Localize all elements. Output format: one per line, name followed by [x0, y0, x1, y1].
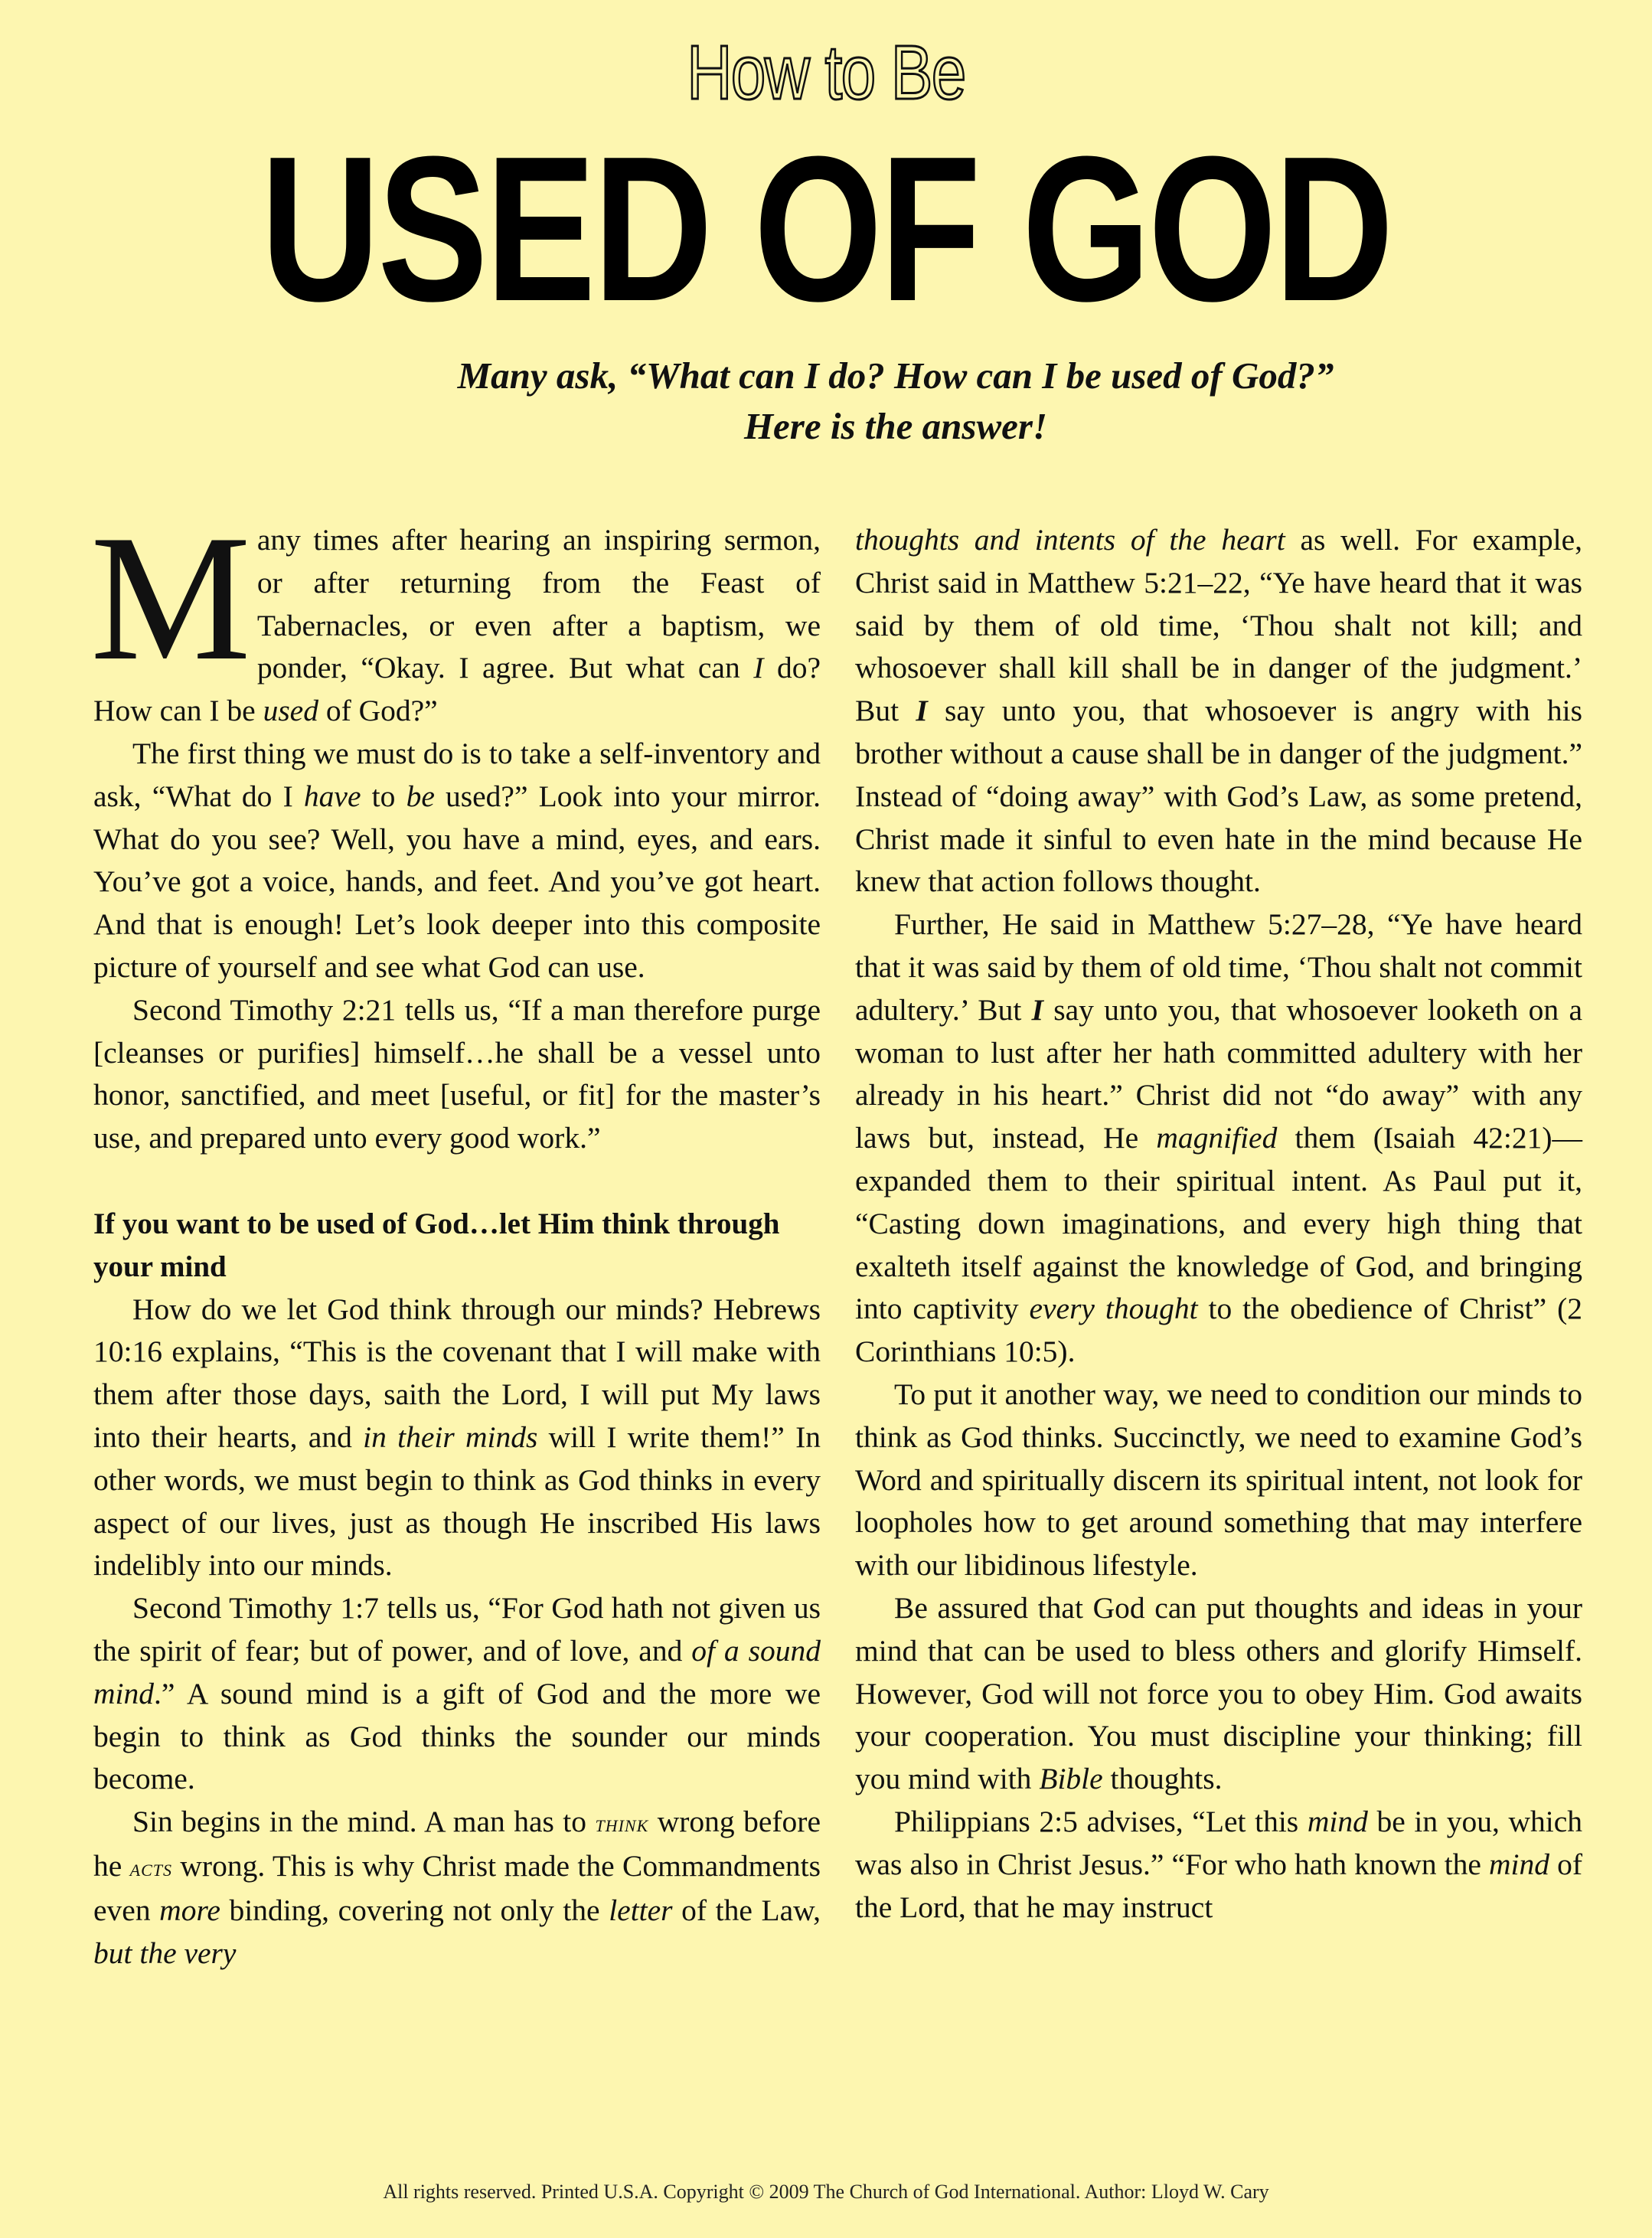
emphasis: I [753, 651, 764, 685]
text: Second Timothy 1:7 tells us, “For God hath not given us the spirit of fear; but of power, and of love, and [93, 1591, 821, 1668]
paragraph-10 [855, 1587, 1582, 1801]
title-kicker: How to Be [687, 30, 965, 116]
emphasis: I [916, 694, 928, 728]
text: Philippians 2:5 advises, “Let this [894, 1804, 1308, 1838]
emphasis: more [159, 1893, 220, 1927]
emphasis: acts [129, 1853, 173, 1881]
paragraph-2 [93, 733, 821, 989]
subtitle-line-1: Many ask, “What can I do? How can I be used of God?” [457, 354, 1334, 397]
left-column [90, 498, 821, 1975]
text: wrong before he [93, 1805, 821, 1883]
emphasis: of a sound mind [93, 1633, 821, 1710]
text: will I write them!” In other words, we must begin to think as God thinks in every aspect of our lives, just as though He inscribed His laws indelibly into our minds. [93, 1420, 821, 1583]
text: Be assured that God can put thoughts and ideas in your mind that can be used to bless others and glorify Himself. However, God will not force you to obey Him. God awaits your cooperation. You must discipline your thinking; fill you mind with [855, 1590, 1582, 1796]
emphasis: I [1031, 992, 1043, 1027]
subtitle-line-2: Here is the answer! [743, 405, 1048, 447]
paragraph-1 [90, 498, 821, 733]
emphasis: be [406, 779, 435, 813]
emphasis: think [595, 1809, 649, 1838]
paragraph-3: Second Timothy 2:21 tells us, “If a man therefore purge [cleanses or purifies] himself…he shall be a vessel unto honor, sanctified, and meet [useful, or fit] for the master’s use, and prepared unto every good work.” [93, 992, 821, 1155]
text: as well. For example, Christ said in Matthew 5:21–22, “Ye have heard that it was said by them of old time, ‘Thou shalt not kill; and whosoever shall kill shall be in danger of the judgment.’ But [855, 523, 1583, 728]
right-column [855, 519, 1582, 1929]
emphasis: every thought [1029, 1292, 1198, 1326]
paragraph-8 [855, 903, 1582, 1374]
text: Further, He said in Matthew 5:27–28, “Ye have heard that it was said by them of old time, ‘Thou shalt not commit adultery.’ But [855, 907, 1582, 1027]
paragraph-6 [93, 1801, 821, 1975]
emphasis: letter [609, 1893, 673, 1927]
text: thoughts. [1102, 1762, 1223, 1796]
emphasis: used [263, 694, 318, 728]
emphasis: in their minds [363, 1420, 538, 1454]
text: binding, covering not only the [220, 1893, 609, 1927]
emphasis: mind [1489, 1847, 1550, 1881]
emphasis: magnified [1156, 1121, 1278, 1155]
text: say unto you, that whosoever looketh on a woman to lust after her hath committed adultery with her already in his heart.” Christ did not “do away” with any laws but, instead, He [855, 992, 1582, 1155]
text: them (Isaiah 42:21)—expanded them to their spiritual intent. As Paul put it, “Casting down imaginations, and every high thing that exalteth itself against the knowledge of God, and bringing into captivity [855, 1121, 1583, 1326]
emphasis: thoughts and intents of the heart [855, 523, 1285, 557]
text: of God?” [318, 694, 438, 728]
emphasis: Bible [1039, 1762, 1103, 1796]
text: any times after hearing an inspiring sermon, or after returning from the Feast of Tabernacles, or even after a baptism, we ponder, “Okay. I agree. But what can [256, 523, 821, 685]
text: How do we let God think through our minds? Hebrews 10:16 explains, “This is the covenant that I will make with them after those days, saith the Lord, I will put My laws into their hearts, and [93, 1292, 821, 1454]
text: of the Law, [672, 1893, 821, 1927]
text: to the obedience of Christ” (2 Corinthians 10:5). [855, 1292, 1582, 1369]
emphasis: but the very [93, 1936, 237, 1970]
drop-cap: M [90, 498, 251, 698]
text: used?” Look into your mirror. What do you see? Well, you have a mind, eyes, and ears. You’ve got a voice, hands, and feet. And you’ve got heart. And that is enough! Let’s look deeper into this composite picture of yourself and see what God can use. [93, 779, 821, 984]
text: of the Lord, that he may instruct [855, 1847, 1583, 1924]
subtitle [245, 351, 1546, 452]
text: do? How can I be [93, 651, 821, 728]
text: be in you, which was also in Christ Jesus.” “For who hath known the [855, 1804, 1583, 1881]
text: to [361, 779, 406, 813]
page-title: USED OF GOD [260, 114, 1392, 345]
text: The first thing we must do is to take a self-inventory and ask, “What do I [93, 736, 821, 813]
section-heading: If you want to be used of God…let Him think through your mind [93, 1207, 780, 1283]
text: say unto you, that whosoever is angry with his brother without a cause shall be in danger of the judgment.” Instead of “doing away” with God’s Law, as some pretend, Christ made it sinful to even hate in the mind because He knew that action follows thought. [855, 694, 1583, 899]
text: .” A sound mind is a gift of God and the more we begin to think as God thinks the sounder our minds become. [93, 1676, 821, 1796]
paragraph-4 [93, 1289, 821, 1588]
text: Sin begins in the mind. A man has to [132, 1805, 596, 1839]
paragraph-11 [855, 1801, 1582, 1929]
paragraph-5 [93, 1587, 821, 1801]
paragraph-9: To put it another way, we need to condition our minds to think as God thinks. Succinctly, we need to examine God’s Word and spiritually discern its spiritual intent, not look for loopholes how to get around something that may interfere with our libidinous lifestyle. [855, 1377, 1582, 1583]
emphasis: mind [1307, 1804, 1368, 1838]
copyright-footer: All rights reserved. Printed U.S.A. Copyright © 2009 The Church of God International. Author: Lloyd W. Cary [383, 2181, 1269, 2203]
emphasis: have [303, 779, 361, 813]
paragraph-7 [855, 519, 1582, 903]
text: wrong. This is why Christ made the Commandments even [93, 1848, 821, 1927]
